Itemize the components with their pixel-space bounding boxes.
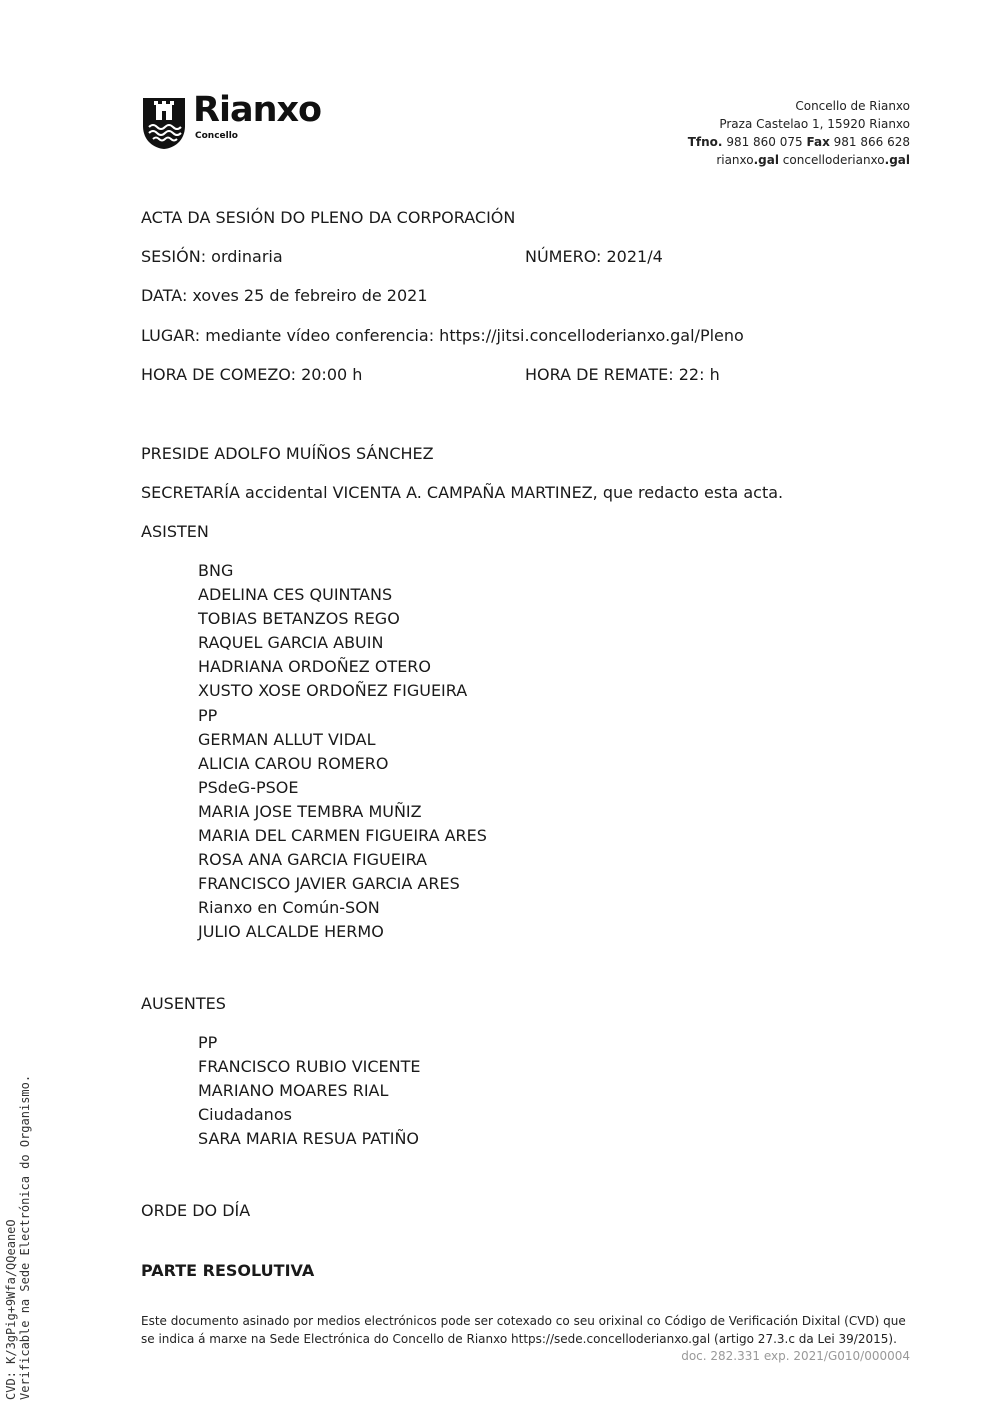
side-cvd-stamp	[4, 1075, 32, 1400]
logo-subtitle: Concello	[195, 131, 238, 141]
fax-value: 981 866 628	[833, 135, 910, 149]
list-item: ALICIA CAROU ROMERO	[198, 753, 389, 773]
list-item: Ciudadanos	[198, 1105, 292, 1125]
list-item: MARIANO MOARES RIAL	[198, 1081, 389, 1101]
list-item: PP	[198, 705, 218, 725]
list-item: TOBIAS BETANZOS REGO	[198, 609, 400, 629]
document-title: ACTA DA SESIÓN DO PLENO DA CORPORACIÓN	[141, 208, 516, 227]
fax-label: Fax	[806, 135, 830, 149]
list-item: FRANCISCO JAVIER GARCIA ARES	[198, 874, 460, 894]
contact-block	[688, 97, 910, 169]
preside: PRESIDE ADOLFO MUÍÑOS SÁNCHEZ	[141, 444, 434, 463]
ausentes-list	[198, 1031, 420, 1151]
asisten-list	[198, 559, 487, 945]
web1-name[interactable]: rianxo	[716, 153, 754, 167]
list-item: Rianxo en Común-SON	[198, 898, 380, 918]
tfno-label: Tfno.	[687, 135, 723, 149]
list-item: PSdeG-PSOE	[198, 777, 299, 797]
web2-name[interactable]: concelloderianxo	[778, 153, 885, 167]
list-item: BNG	[198, 561, 234, 580]
list-item: ADELINA CES QUINTANS	[198, 585, 393, 605]
org-name: Concello de Rianxo	[795, 99, 910, 113]
list-item: MARIA DEL CARMEN FIGUEIRA ARES	[198, 826, 487, 846]
logo-wordmark: Rianxo	[193, 90, 322, 130]
list-item: JULIO ALCALDE HERMO	[198, 922, 384, 942]
list-item: RAQUEL GARCIA ABUIN	[198, 633, 384, 653]
cvd-code: CVD: K/3gPig+9Wfa/QQeaneO	[4, 1219, 18, 1400]
tower-crest-icon	[141, 96, 187, 150]
list-item: PP	[198, 1033, 218, 1052]
cvd-verify-text: Verificable na Sede Electrónica do Organismo.	[18, 1074, 32, 1400]
secretary: SECRETARÍA accidental VICENTA A. CAMPAÑA MARTINEZ, que redacto esta acta.	[141, 483, 784, 502]
footer-line-2: se indica á marxe na Sede Electrónica do Concello de Rianxo https://sede.concelloderianxo.gal (artigo 27.3.c da Lei 39/2015).	[141, 1332, 897, 1346]
document-reference: doc. 282.331 exp. 2021/G010/000004	[681, 1349, 910, 1363]
asisten-label: ASISTEN	[141, 522, 209, 541]
tfno-value: 981 860 075	[726, 135, 803, 149]
list-item: ROSA ANA GARCIA FIGUEIRA	[198, 850, 427, 870]
parte-resolutiva-heading: PARTE RESOLUTIVA	[141, 1261, 315, 1280]
session-place: LUGAR: mediante vídeo conferencia: https://jitsi.concelloderianxo.gal/Pleno	[141, 326, 744, 345]
session-type: SESIÓN: ordinaria	[141, 247, 283, 266]
end-time: HORA DE REMATE: 22: h	[525, 365, 720, 384]
session-date: DATA: xoves 25 de febreiro de 2021	[141, 286, 428, 305]
list-item: XUSTO XOSE ORDOÑEZ FIGUEIRA	[198, 681, 468, 701]
address: Praza Castelao 1, 15920 Rianxo	[719, 117, 910, 131]
start-time: HORA DE COMEZO: 20:00 h	[141, 365, 363, 384]
list-item: FRANCISCO RUBIO VICENTE	[198, 1057, 421, 1077]
orde-do-dia: ORDE DO DÍA	[141, 1201, 251, 1220]
footer-verification-text	[141, 1312, 916, 1348]
list-item: SARA MARIA RESUA PATIÑO	[198, 1129, 420, 1149]
phone-fax	[688, 133, 910, 151]
list-item: HADRIANA ORDOÑEZ OTERO	[198, 657, 432, 677]
ausentes-label: AUSENTES	[141, 994, 226, 1013]
logo	[141, 90, 351, 152]
list-item: MARIA JOSE TEMBRA MUÑIZ	[198, 801, 422, 821]
websites	[688, 151, 910, 169]
web1-tld[interactable]: .gal	[753, 153, 779, 167]
footer-line-1: Este documento asinado por medios electrónicos pode ser cotexado co seu orixinal co Código de Verificación Dixital (CVD) que	[141, 1314, 906, 1328]
session-number: NÚMERO: 2021/4	[525, 247, 663, 266]
list-item: GERMAN ALLUT VIDAL	[198, 729, 376, 749]
web2-tld[interactable]: .gal	[884, 153, 910, 167]
